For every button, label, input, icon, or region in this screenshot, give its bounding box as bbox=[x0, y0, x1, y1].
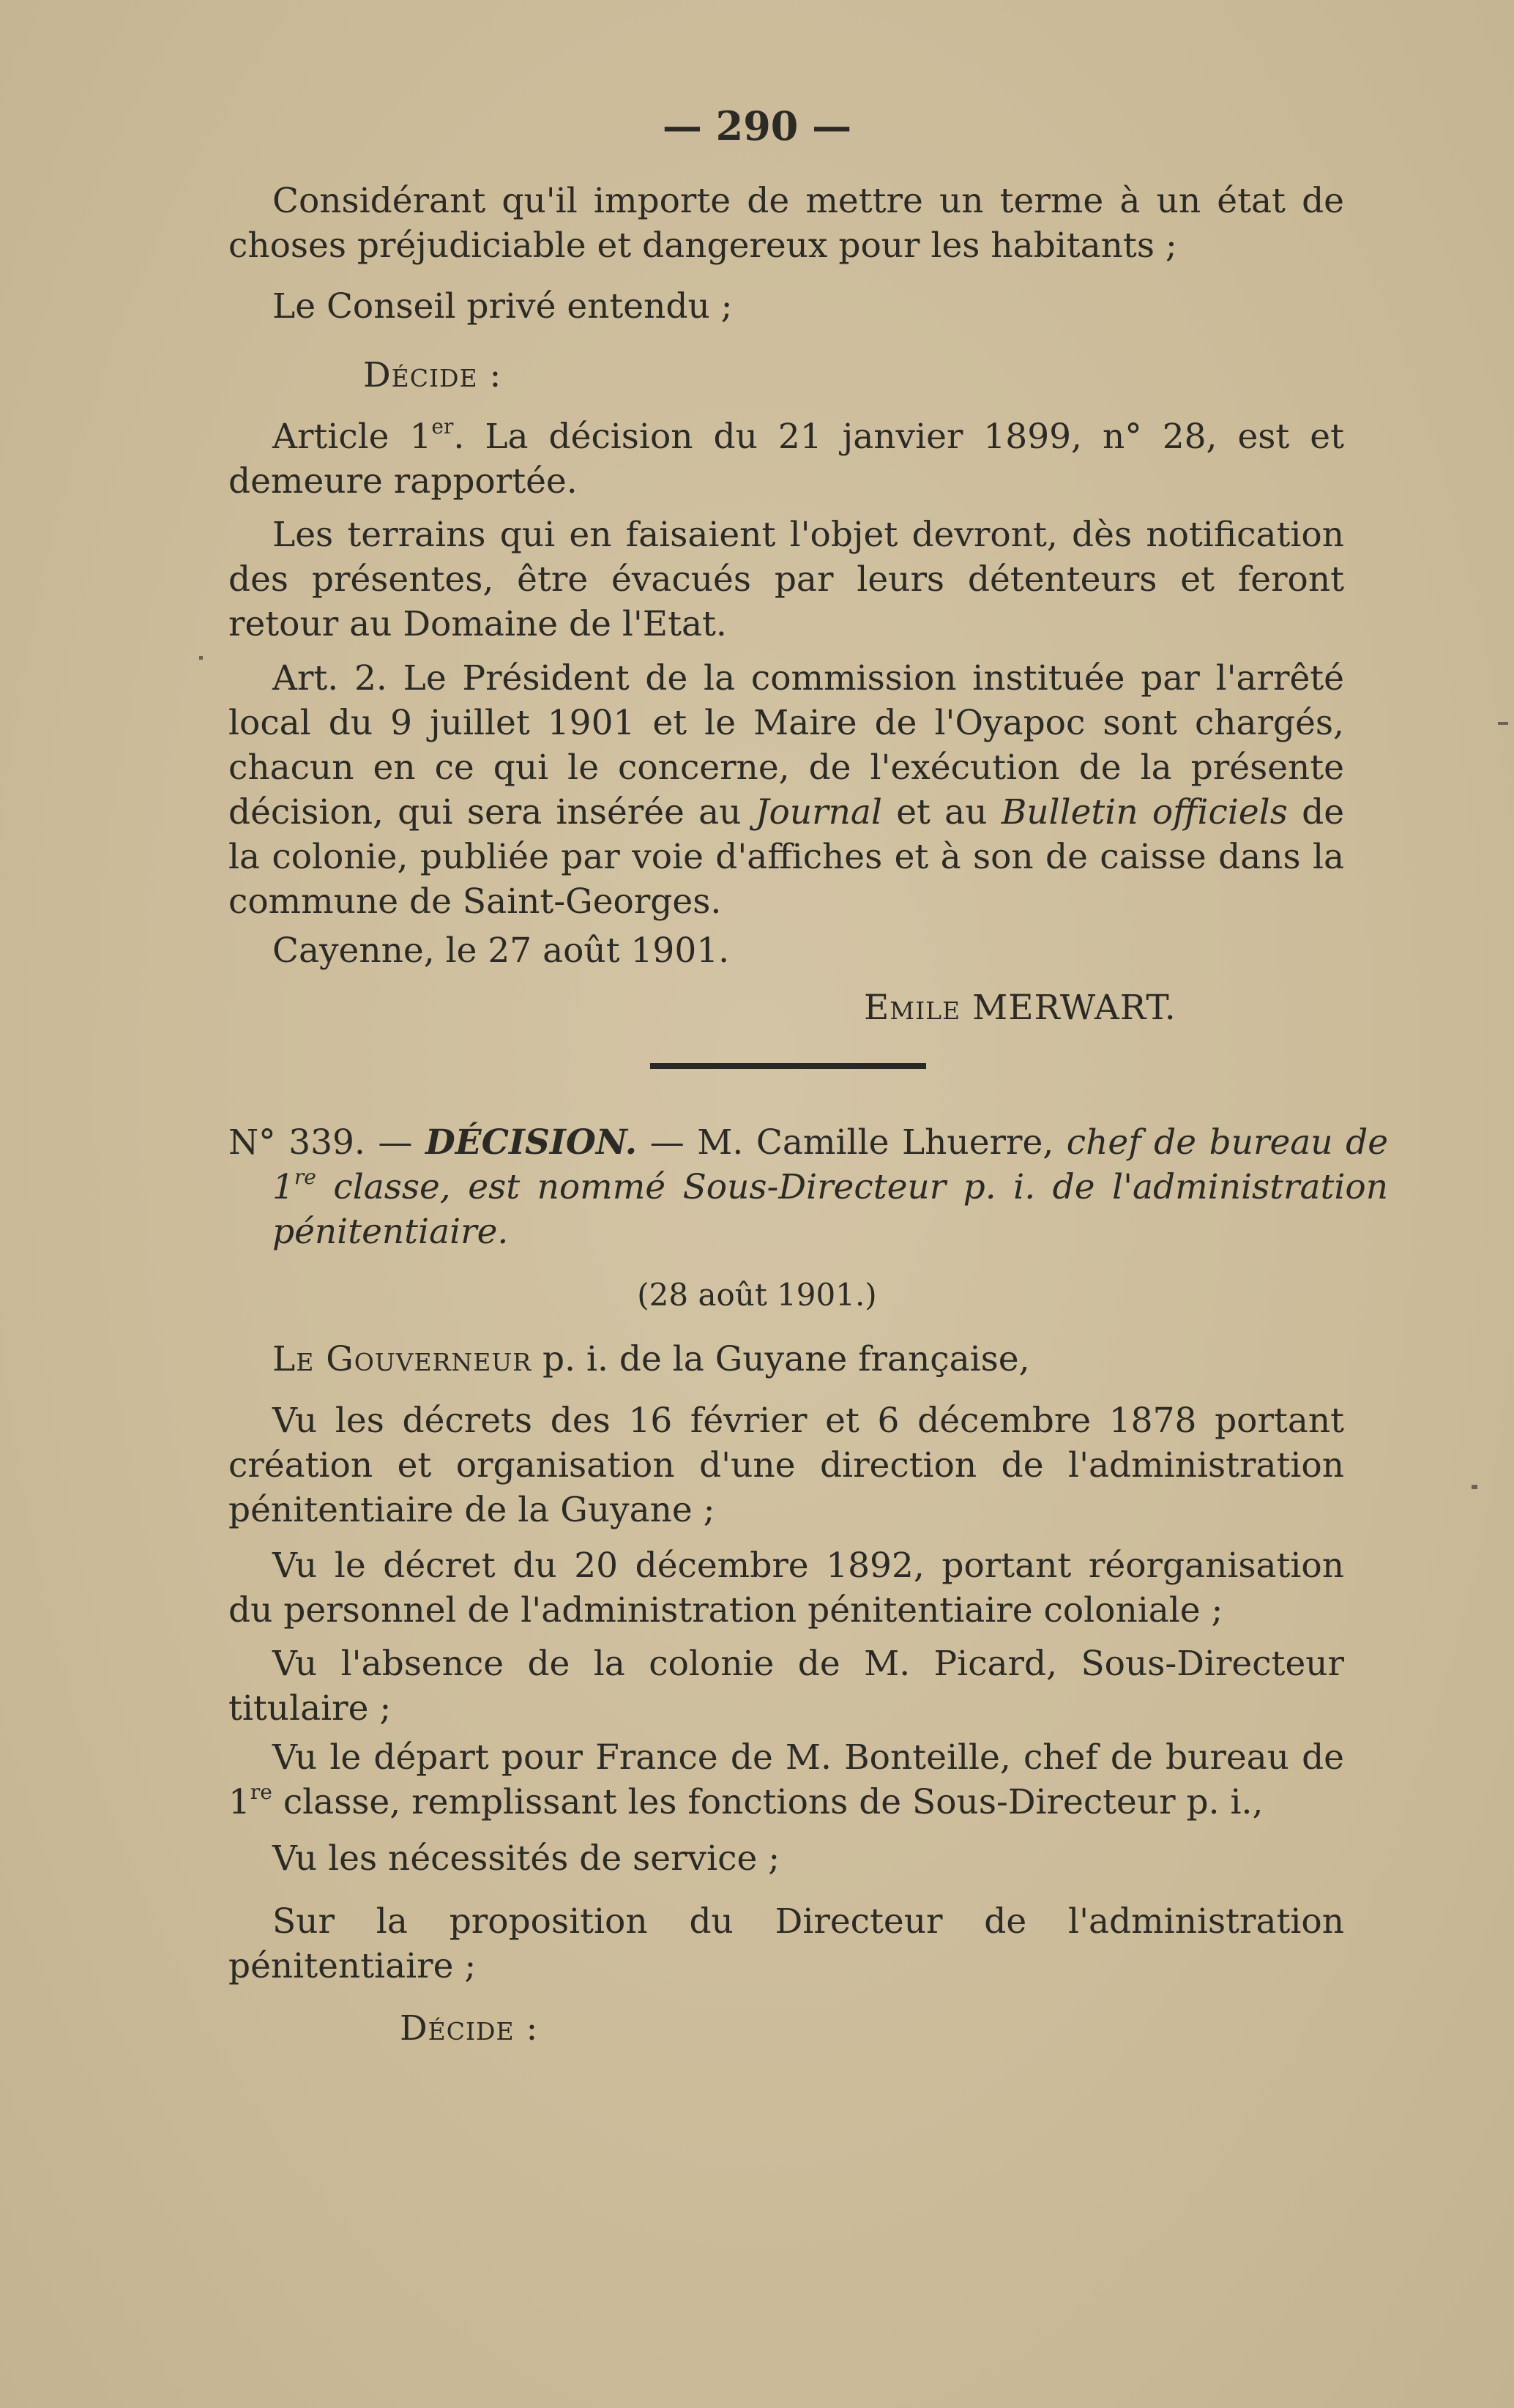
vu-decret-1892: Vu le décret du 20 décembre 1892, portant réorganisation du personnel de l'administration pénitentiaire coloniale ; bbox=[228, 1546, 1344, 1630]
margin-dot bbox=[199, 656, 203, 660]
paragraph-terrains: Les terrains qui en faisaient l'objet devront, dès notification des présentes, être évacués par leurs détenteurs et feront retour au Domaine de l'Etat. bbox=[228, 515, 1344, 644]
article-2-bulletin: Bulletin officiels bbox=[1001, 792, 1288, 832]
article-1-sup: er bbox=[431, 414, 454, 439]
article-2-journal: Journal bbox=[755, 792, 882, 832]
decision-title: DÉCISION. bbox=[425, 1122, 638, 1163]
margin-speck bbox=[1472, 1485, 1477, 1489]
vu-depart-sup: re bbox=[250, 1780, 272, 1804]
vu-depart bbox=[228, 1735, 1344, 1824]
vu-depart-b: classe, remplissant les fonctions de Sous-Directeur p. i., bbox=[272, 1782, 1264, 1822]
page-number: — 290 — bbox=[662, 102, 852, 149]
decision-date: (28 août 1901.) bbox=[637, 1277, 877, 1313]
article-2-text-c: de la colonie, publiée par voie d'affiches et à son de caisse dans la commune de Saint-Georges. bbox=[228, 792, 1345, 922]
sur-proposition: Sur la proposition du Directeur de l'administration pénitentiaire ; bbox=[228, 1901, 1344, 1986]
article-2-text-b: et au bbox=[881, 792, 1002, 832]
paragraph-considerant: Considérant qu'il importe de mettre un terme à un état de choses préjudiciable et dangereux pour les habitants ; bbox=[228, 181, 1344, 266]
article-2-text-a: Art. 2. Le Président de la commission instituée par l'arrêté local du 9 juillet 1901 et le Maire de l'Oyapoc sont chargés, chacun en ce qui le concerne, de l'exécution de la présente décision, qui sera insérée au bbox=[228, 658, 1344, 832]
signature: Emile MERWART. bbox=[864, 988, 1176, 1028]
decision-sup: re bbox=[294, 1165, 316, 1189]
margin-mark bbox=[1498, 722, 1508, 725]
vu-necessites: Vu les nécessités de service ; bbox=[272, 1838, 780, 1879]
vu-decrets: Vu les décrets des 16 février et 6 décembre 1878 portant création et organisation d'une direction de l'administration pénitentiaire de la Guyane ; bbox=[228, 1401, 1344, 1530]
article-2 bbox=[228, 656, 1344, 924]
governor-rest: p. i. de la Guyane française, bbox=[532, 1339, 1030, 1379]
decision-italic-1: chef de bureau de 1 bbox=[272, 1122, 1389, 1207]
decision-number: N° 339. — bbox=[228, 1122, 425, 1163]
decision-dash: — M. Camille Lhuerre, bbox=[637, 1122, 1067, 1163]
date-line: Cayenne, le 27 août 1901. bbox=[272, 931, 730, 971]
decide-heading: Décide : bbox=[363, 355, 502, 395]
vu-absence: Vu l'absence de la colonie de M. Picard, Sous-Directeur titulaire ; bbox=[228, 1644, 1344, 1729]
section-divider bbox=[650, 1063, 926, 1069]
article-1 bbox=[228, 414, 1344, 504]
decision-339-heading bbox=[228, 1120, 1388, 1254]
vu-depart-a: Vu le départ pour France de M. Bonteille, chef de bureau de 1 bbox=[228, 1737, 1344, 1822]
paragraph-conseil-prive: Le Conseil privé entendu ; bbox=[272, 286, 733, 327]
governor-title: Le Gouverneur bbox=[272, 1339, 532, 1379]
decision-italic-2: classe, est nommé Sous-Directeur p. i. de l'administration pénitentiaire. bbox=[272, 1167, 1388, 1252]
article-1-prefix: Article 1 bbox=[272, 417, 432, 457]
article-1-text: . La décision du 21 janvier 1899, n° 28, est et demeure rapportée. bbox=[228, 417, 1344, 502]
decide-heading-2: Décide : bbox=[400, 2008, 539, 2049]
governor-line bbox=[228, 1337, 1344, 1382]
